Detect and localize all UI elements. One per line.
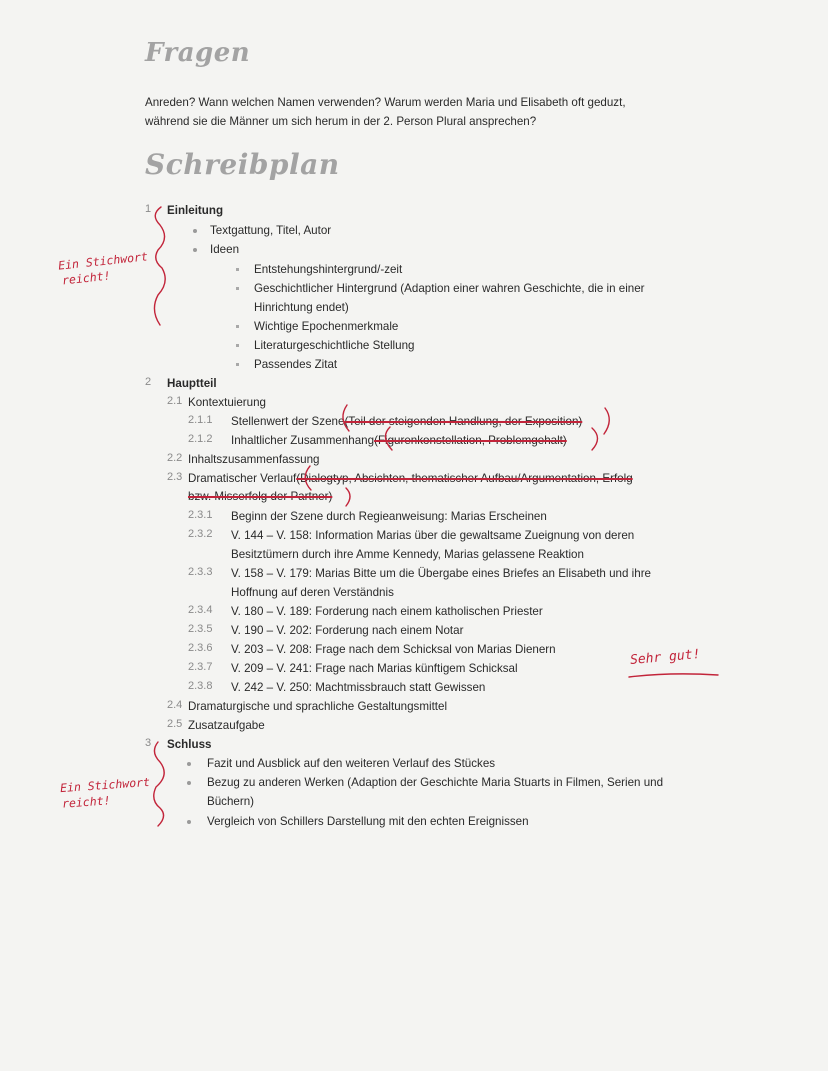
bullet xyxy=(236,287,239,290)
ideen-item: Wichtige Epochenmerkmale xyxy=(254,320,399,333)
section-label: V. 144 – V. 158: Information Marias über die gewaltsame Zueignung von deren xyxy=(231,529,635,542)
schluss-number: 3 xyxy=(145,737,152,749)
paren-s212-close xyxy=(592,428,598,450)
section-label-text: Dramatischer Verlauf xyxy=(188,472,297,485)
section-label: Inhaltszusammenfassung xyxy=(188,453,320,466)
bullet xyxy=(187,762,191,766)
ideen-item: Geschichtlicher Hintergrund (Adaption einer wahren Geschichte, die in einer xyxy=(254,282,645,295)
section-number: 2.5 xyxy=(167,718,183,730)
ideen-item: Passendes Zitat xyxy=(254,358,338,371)
section-number: 2.2 xyxy=(167,452,183,464)
section-number: 2.3.1 xyxy=(188,509,213,521)
section-label: Kontextuierung xyxy=(188,396,266,409)
fragen-text-line2: während sie die Männer um sich herum in der 2. Person Plural ansprechen? xyxy=(145,115,537,128)
section-number: 2.3.3 xyxy=(188,566,213,578)
section-number: 2.3.2 xyxy=(188,528,213,540)
ideen-item-continued: Hinrichtung endet) xyxy=(254,301,349,314)
ideen-item: Literaturgeschichtliche Stellung xyxy=(254,339,415,352)
section-number: 2.1 xyxy=(167,395,183,407)
section-label: V. 180 – V. 189: Forderung nach einem katholischen Priester xyxy=(231,605,543,618)
struck-text: bzw. Misserfolg der Partner) xyxy=(188,490,333,503)
section-number: 2.3.4 xyxy=(188,604,213,616)
ideen-item: Entstehungshintergrund/-zeit xyxy=(254,263,403,276)
einleitung-title: Einleitung xyxy=(167,204,224,217)
section-label: Dramaturgische und sprachliche Gestaltungsmittel xyxy=(188,700,448,713)
section-label: V. 209 – V. 241: Frage nach Marias künftigem Schicksal xyxy=(231,662,518,675)
brace-einleitung xyxy=(154,207,165,325)
section-number: 2.3 xyxy=(167,471,183,483)
section-label-text: Inhaltlicher Zusammenhang xyxy=(231,434,375,447)
section-number: 2.3.6 xyxy=(188,642,213,654)
section-number: 2.3.7 xyxy=(188,661,213,673)
section-number: 2.1.1 xyxy=(188,414,213,426)
section-number: 2.3.8 xyxy=(188,680,213,692)
struck-text: (Dialogtyp, Absichten, thematischer Aufbau/Argumentation, Erfolg xyxy=(296,472,633,485)
einleitung-item: Ideen xyxy=(210,243,240,256)
section-label-text: Stellenwert der Szene xyxy=(231,415,345,428)
section-label: Zusatzaufgabe xyxy=(188,719,265,732)
section-number: 2.1.2 xyxy=(188,433,213,445)
struck-text: (Figurenkonstellation, Problemgehalt) xyxy=(374,434,567,447)
bullet xyxy=(193,248,197,252)
section-label: V. 242 – V. 250: Machtmissbrauch statt Gewissen xyxy=(231,681,486,694)
schluss-item-continued: Büchern) xyxy=(207,795,255,808)
annotation-note-line1: Ein Stichwort xyxy=(59,774,151,796)
paren-s23-close xyxy=(346,488,350,506)
einleitung-number: 1 xyxy=(145,203,152,215)
hauptteil-title: Hauptteil xyxy=(167,377,217,390)
section-label: V. 190 – V. 202: Forderung nach einem Notar xyxy=(231,624,464,637)
section-label-continued: Besitztümern durch ihre Amme Kennedy, Marias gelassene Reaktion xyxy=(231,548,584,561)
einleitung-item: Textgattung, Titel, Autor xyxy=(210,224,332,237)
section-number: 2.4 xyxy=(167,699,183,711)
fragen-text-line1: Anreden? Wann welchen Namen verwenden? Warum werden Maria und Elisabeth oft geduzt, xyxy=(145,96,626,109)
schluss-item: Fazit und Ausblick auf den weiteren Verlauf des Stückes xyxy=(207,757,496,770)
section-label: V. 158 – V. 179: Marias Bitte um die Übergabe eines Briefes an Elisabeth und ihre xyxy=(231,567,652,580)
schluss-title: Schluss xyxy=(167,738,212,751)
section-label: Beginn der Szene durch Regieanweisung: Marias Erscheinen xyxy=(231,510,547,523)
annotation-praise: Sehr gut! xyxy=(629,646,701,669)
bullet xyxy=(236,268,239,271)
section-label xyxy=(188,469,633,488)
section-label-continued: Hoffnung auf deren Verständnis xyxy=(231,586,394,599)
struck-text: (Teil der steigenden Handlung, der Exposition) xyxy=(344,415,583,428)
annotation-note-line1: Ein Stichwort xyxy=(57,249,149,273)
bullet xyxy=(236,325,239,328)
section-label xyxy=(231,431,567,450)
fragen-heading: Fragen xyxy=(145,38,251,68)
bullet xyxy=(236,363,239,366)
annotation-note-line2: reicht! xyxy=(61,268,112,288)
schluss-item: Vergleich von Schillers Darstellung mit den echten Ereignissen xyxy=(207,815,529,828)
bullet xyxy=(187,781,191,785)
schluss-item: Bezug zu anderen Werken (Adaption der Geschichte Maria Stuarts in Filmen, Serien und xyxy=(207,776,664,789)
annotation-note-line2: reicht! xyxy=(61,793,111,811)
brace-schluss xyxy=(154,742,164,826)
bullet xyxy=(236,344,239,347)
hauptteil-number: 2 xyxy=(145,376,152,388)
section-number: 2.3.5 xyxy=(188,623,213,635)
praise-underline xyxy=(629,674,718,677)
bullet xyxy=(187,820,191,824)
paren-s211-close xyxy=(604,408,609,434)
bullet xyxy=(193,229,197,233)
section-label xyxy=(231,412,582,431)
section-label: V. 203 – V. 208: Frage nach dem Schicksal von Marias Dienern xyxy=(231,643,556,656)
schreibplan-heading: Schreibplan xyxy=(145,148,340,181)
